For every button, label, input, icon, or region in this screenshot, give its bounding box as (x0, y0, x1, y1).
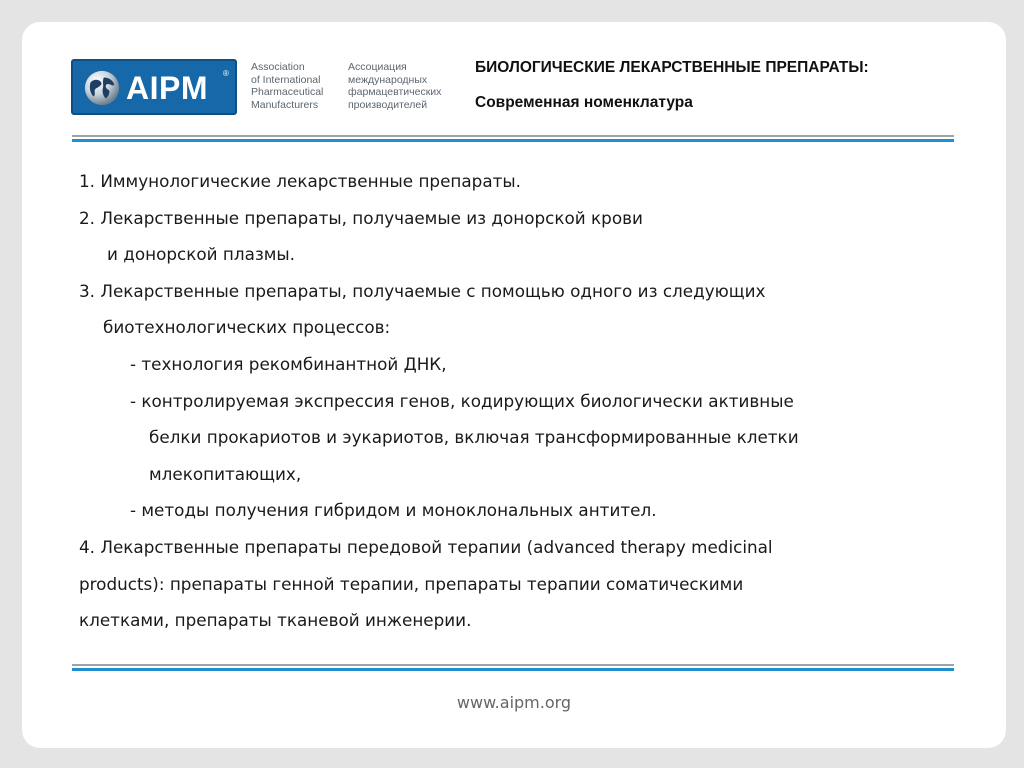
sub-list-item: - контролируемая экспрессия генов, кодирующих биологически активные (130, 390, 794, 411)
slide-content (79, 163, 959, 639)
association-name-ru (348, 61, 441, 111)
sub-list-item-continuation: млекопитающих, (149, 463, 302, 484)
sub-list-item-continuation: белки прокариотов и эукариотов, включая трансформированные клетки (149, 427, 799, 448)
association-ru-line: производителей (348, 98, 428, 111)
association-en-line: Association (251, 61, 305, 73)
sub-list-item: - методы получения гибридом и моноклональных антител. (130, 500, 657, 521)
header-divider (72, 135, 954, 142)
association-en-line: Pharmaceutical (251, 86, 324, 98)
slide-subtitle: Современная номенклатура (475, 94, 693, 111)
association-en-line: Manufacturers (251, 98, 319, 111)
registered-mark: ® (223, 69, 229, 78)
association-en-line: of International (251, 73, 321, 86)
slide (22, 22, 1006, 748)
list-item: 2. Лекарственные препараты, получаемые из донорской крови (79, 207, 643, 228)
association-ru-line: международных (348, 73, 428, 86)
footer-website-link[interactable]: www.aipm.org (456, 693, 572, 712)
sub-list-item: - технология рекомбинантной ДНК, (130, 353, 447, 374)
slide-title: БИОЛОГИЧЕСКИЕ ЛЕКАРСТВЕННЫЕ ПРЕПАРАТЫ: (475, 59, 869, 76)
footer-divider (72, 664, 954, 671)
list-item-continuation: клетками, препараты тканевой инженерии. (79, 610, 472, 631)
list-item-continuation: и донорской плазмы. (107, 244, 296, 265)
association-ru-line: фармацевтических (348, 86, 442, 98)
list-item: 4. Лекарственные препараты передовой терапии (advanced therapy medicinal (79, 536, 773, 557)
logo-wordmark: AIPM (126, 70, 208, 106)
list-item-continuation: биотехнологических процессов: (103, 317, 391, 338)
list-item: 1. Иммунологические лекарственные препараты. (79, 171, 521, 191)
aipm-logo[interactable] (71, 59, 237, 115)
globe-icon (83, 69, 121, 107)
list-item: 3. Лекарственные препараты, получаемые с помощью одного из следующих (79, 280, 766, 301)
association-name-en (251, 61, 323, 111)
association-ru-line: Ассоциация (348, 61, 407, 73)
list-item-continuation: products): препараты генной терапии, препараты терапии соматическими (79, 573, 744, 594)
